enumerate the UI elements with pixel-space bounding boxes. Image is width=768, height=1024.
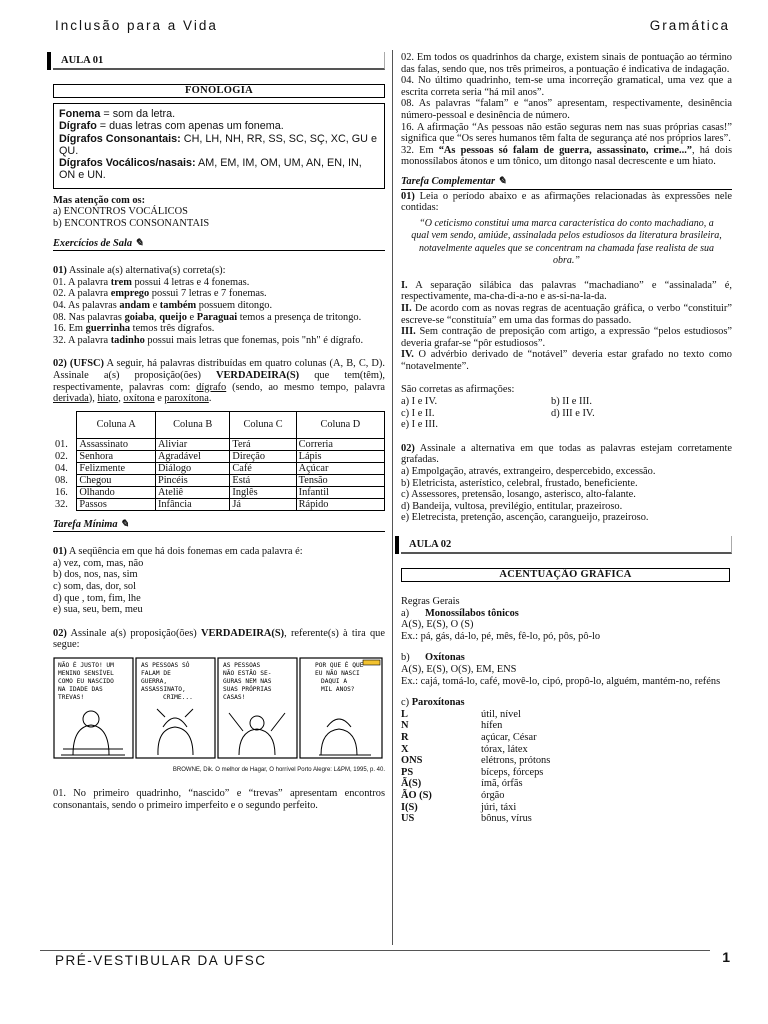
comic-panel-3-text: AS PESSOAS NÃO ESTÃO SE- GURAS NEM NAS SUAS PRÓPRIAS CASAS!	[223, 662, 272, 702]
fonologia-title: FONOLOGIA	[53, 84, 385, 98]
aula-01-label: AULA 01	[53, 52, 385, 70]
table-row: 08. Chegou Pincéis Está Tensão	[53, 474, 385, 486]
left-column	[53, 52, 385, 811]
table-row: 32. Passos Infância Já Rápido	[53, 498, 385, 510]
corretas-label: São corretas as afirmações:	[401, 384, 515, 396]
proposition-01: 01. No primeiro quadrinho, “nascido” e “trevas” apresentam encontros consonantais, sendo o primeiro imperfeito e o segundo perfeito.	[53, 788, 385, 811]
tc2-option: d) Bandeija, vultosa, previlégio, entitular, prazeiroso.	[401, 500, 623, 512]
comic-credit: BROWNE, Dik. O melhor de Hagar, O horrível Porto Alegre: L&PM, 1995, p. 40.	[172, 766, 385, 773]
proposition-32: 32. Em “As pessoas só falam de guerra, assassinato, crime...”, há dois monossílabos átonos e um tônico, um ditongo nasal decrescente e um hiato.	[401, 144, 733, 168]
tc1-stem: 01) Leia o período abaixo e as afirmações relacionadas às expressões nele contidas:	[401, 190, 732, 214]
q1-item-01: 01. A palavra trem possui 4 letras e 4 fonemas.	[53, 276, 250, 288]
tc2-option: a) Empolgação, através, extrangeiro, despercebido, excessão.	[401, 466, 656, 478]
q1-item-32: 32. A palavra tadinho possui mais letras que fonemas, pois "nh" é dígrafo.	[53, 334, 364, 346]
option: a) I e IV.	[401, 396, 438, 408]
footer-divider	[40, 950, 710, 951]
affirmation-iii: III. Sem contração de preposição com artigo, a expressão “pelos estudiosos” deveria grafar-se “pôr estudiosos”.	[401, 326, 732, 349]
option: d) III e IV.	[551, 407, 595, 419]
table-row: 04. Felizmente Diálogo Café Açúcar	[53, 462, 385, 474]
aula-02-label: AULA 02	[401, 536, 732, 554]
header-subject: Gramática	[649, 18, 730, 33]
tc2-option: c) Assessores, pretensão, losango, asterisco, alto-falante.	[401, 489, 636, 501]
table-row: N hífen	[401, 720, 503, 732]
def-digrafos-vocalicos: Dígrafos Vocálicos/nasais: AM, EM, IM, OM, UM, AN, EN, IN, ON e UN.	[59, 157, 362, 182]
q1-item-16: 16. Em guerrinha temos três dígrafos.	[53, 323, 215, 335]
word-columns-table	[53, 411, 385, 511]
table-row: R açúcar, César	[401, 731, 537, 743]
rule-b-example: Ex.: cajá, tomá-lo, café, movê-lo, cipó, propô-lo, alguém, mantém-no, reféns	[401, 675, 721, 687]
q2-stem: 02) (UFSC) A seguir, há palavras distribuídas em quatro colunas (A, B, C, D). Assinale a(s) proposição(ões) VERDADEIRA(S) que tem(têm), respectivamente, palavras com: dígrafo (sendo, ao mesmo tempo, palavra derivada), hiato, oxítona e paroxítona.	[53, 358, 385, 405]
table-row: I(S) júri, táxi	[401, 801, 517, 813]
option: e) I e III.	[401, 419, 438, 431]
rule-a-title: a) Monossílabos tônicos	[401, 607, 519, 619]
hagar-comic-strip	[53, 657, 383, 759]
table-row: 01. Assassinato Aliviar Terá Correria	[53, 438, 385, 450]
footer-title: PRÉ-VESTIBULAR DA UFSC	[55, 953, 267, 968]
def-digrafo: Dígrafo = duas letras com apenas um fonema.	[59, 120, 284, 133]
q1-stem: 01) Assinale a(s) alternativa(s) correta(s):	[53, 265, 226, 277]
column-d-header: Coluna D	[296, 411, 384, 438]
comic-panel-4-text: POR QUE É QUE EU NÃO NASCI DAQUI A MIL ANOS?	[315, 662, 364, 694]
table-row: PS bíceps, fórceps	[401, 766, 544, 778]
q1-item-02: 02. A palavra emprego possui 7 letras e 7 fonemas.	[53, 288, 267, 300]
table-row: L útil, nível	[401, 708, 521, 720]
tm1-stem: 01) A seqüência em que há dois fonemas em cada palavra é:	[53, 546, 303, 558]
tm1-option: e) sua, seu, bem, meu	[53, 604, 143, 616]
proposition-16: 16. A afirmação “As pessoas não estão seguras nem nas suas próprias casas!” significa que “Os seres humanos têm falta de segurança até nos próprios lares”.	[401, 121, 732, 145]
header-title: Inclusão para a Vida	[55, 18, 218, 33]
rule-b: A(S), E(S), O(S), EM, ENS	[401, 663, 517, 675]
paroxitonas-table	[401, 709, 550, 825]
column-divider	[392, 50, 393, 945]
tm1-option: d) que , tom, fim, lhe	[53, 592, 141, 604]
proposition-02: 02. Em todos os quadrinhos da charge, existem sinais de pontuação ao término das falas, sendo que, nos três primeiros, a pontuação é indicativa de indagação.	[401, 52, 732, 75]
answer-options	[401, 396, 732, 431]
definitions-box	[53, 103, 385, 189]
tm1-option: c) som, das, dor, sol	[53, 581, 136, 593]
def-fonema: Fonema = som da letra.	[59, 108, 176, 120]
attention-title: Mas atenção com os:	[53, 194, 146, 206]
page-number: 1	[722, 949, 730, 965]
tc2-option: e) Eletrecista, pretenção, ascenção, carangueijo, prazeiroso.	[401, 512, 649, 524]
tc2-option: b) Eletricista, asterístico, celebral, frustado, beneficiente.	[401, 477, 638, 489]
column-c-header: Coluna C	[230, 411, 296, 438]
right-column	[401, 52, 732, 825]
tm1-option: a) vez, com, mas, não	[53, 557, 144, 569]
option: b) II e III.	[551, 396, 592, 408]
section-tarefa-minima: Tarefa Mínima ✎	[53, 519, 385, 533]
section-exercicios-sala: Exercícios de Sala ✎	[53, 238, 385, 252]
column-a-header: Coluna A	[77, 411, 156, 438]
table-row: ONS elétrons, prótons	[401, 755, 551, 767]
rule-a-example: Ex.: pá, gás, dá-lo, pé, mês, fê-lo, pó, pôs, pô-lo	[401, 630, 601, 642]
comic-panel-1-text: NÃO É JUSTO! UM MENINO SENSÍVEL COMO EU NASCIDO NA IDADE DAS TREVAS!	[58, 662, 114, 702]
proposition-04: 04. No último quadrinho, tem-se uma incorreção gramatical, uma vez que a escrita correta seria “há mil anos”.	[401, 75, 732, 98]
q1-item-04: 04. As palavras andam e também possuem ditongo.	[53, 299, 273, 311]
attention-item: b) ENCONTROS CONSONANTAIS	[53, 217, 210, 229]
q1-item-08: 08. Nas palavras goiaba, queijo e Paraguai temos a presença de tritongo.	[53, 311, 362, 323]
table-row: ÃO (S) órgão	[401, 789, 505, 801]
table-row: US bônus, vírus	[401, 813, 532, 825]
quoted-passage: “O ceticismo constitui uma marca característica do conto machadiano, a qual vem sendo, amiúde, assinalada pelos estudiosos da literatura brasileira, notavelmente aqueles que se concentram na chamada fase realista de sua obra.”	[411, 217, 722, 267]
tm1-option: b) dos, nos, nas, sim	[53, 569, 138, 581]
table-row: X tórax, látex	[401, 743, 528, 755]
attention-item: a) ENCONTROS VOCÁLICOS	[53, 206, 188, 218]
comic-panel-2-text: AS PESSOAS SÓ FALAM DE GUERRA, ASSASSINATO, CRIME...	[141, 662, 193, 702]
affirmation-ii: II. De acordo com as novas regras de acentuação gráfica, o verbo “constituir” escreve-se “constituía” em uma das formas do passado.	[401, 302, 732, 326]
table-row: Ã(S) ímã, órfãs	[401, 778, 523, 790]
column-b-header: Coluna B	[155, 411, 229, 438]
tc2-stem: 02) Assinale a alternativa em que todas as palavras estejam corretamente grafadas.	[401, 442, 732, 466]
rule-b-title: b) Oxítonas	[401, 652, 465, 664]
section-tarefa-complementar: Tarefa Complementar ✎	[401, 176, 732, 190]
tm2-stem: 02) Assinale a(s) proposição(ões) VERDADEIRA(S), referente(s) à tira que segue:	[53, 627, 385, 651]
regras-gerais: Regras Gerais	[401, 596, 460, 607]
table-row: 02. Senhora Agradável Direção Lápis	[53, 450, 385, 462]
option: c) I e II.	[401, 407, 435, 419]
def-digrafos-consonantais: Dígrafos Consonantais: CH, LH, NH, RR, SS, SC, SÇ, XC, GU e QU.	[59, 132, 377, 157]
table-row: 16. Olhando Ateliê Inglês Infantil	[53, 486, 385, 498]
rule-a: A(S), E(S), O (S)	[401, 619, 474, 631]
affirmation-iv: IV. O advérbio derivado de “notável” deveria estar grafado no texto como “notavelmente”.	[401, 349, 732, 372]
acentuacao-title: ACENTUAÇÃO GRÁFICA	[401, 568, 730, 582]
rule-c-title: c) Paroxítonas	[401, 697, 465, 709]
affirmation-i: I. A separação silábica das palavras “machadiano” e “assinalada” é, respectivamente, ma-cha-di-a-no e as-si-na-la-da.	[401, 279, 732, 303]
proposition-08: 08. As palavras “falam” e “anos” apresentam, respectivamente, desinência número-pessoal e desinência de número.	[401, 98, 732, 121]
